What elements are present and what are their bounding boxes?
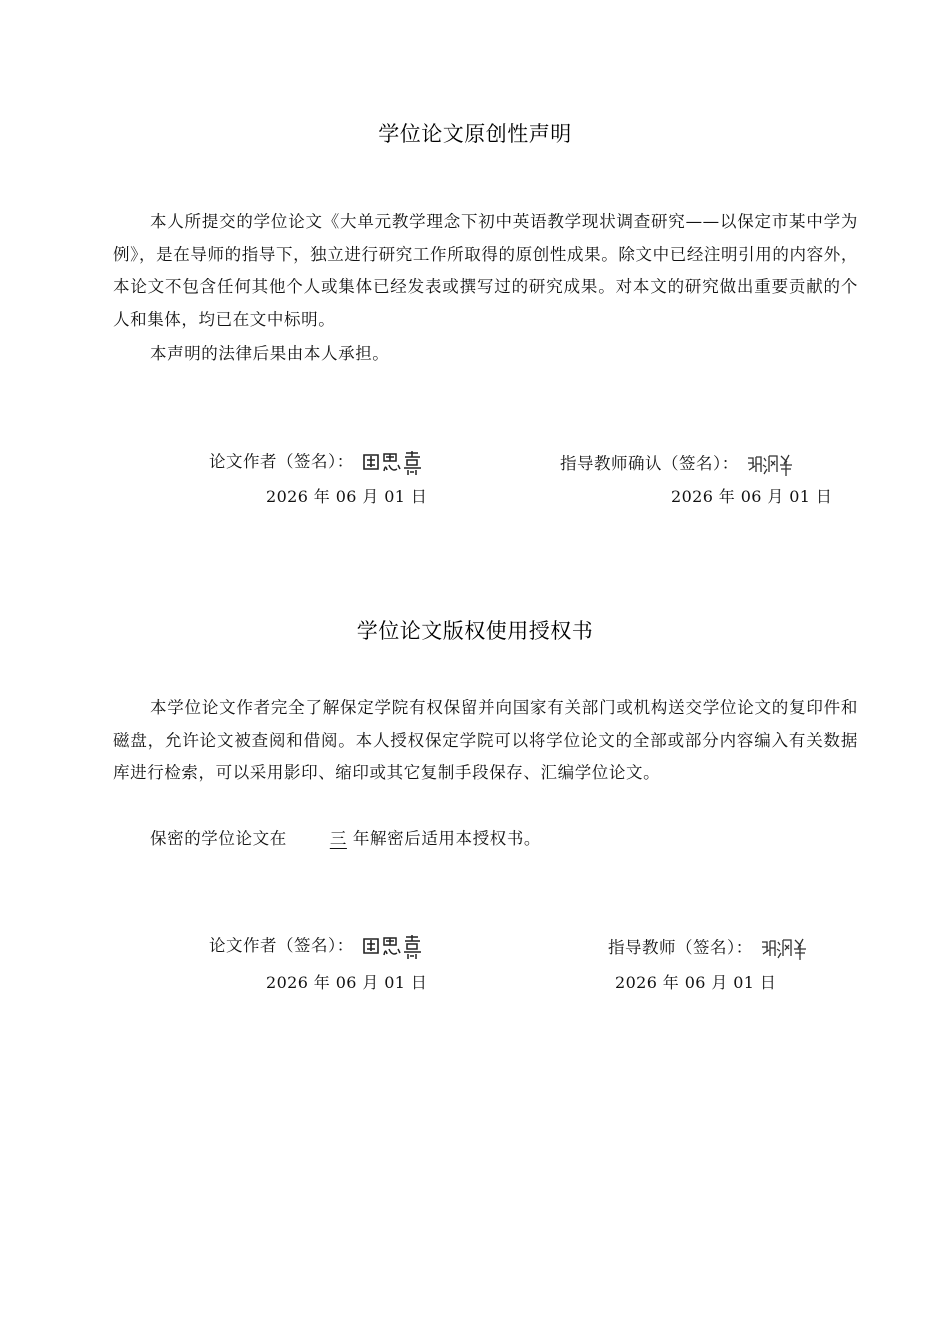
copyright-paragraph-2 xyxy=(113,823,858,856)
copyright-advisor-signature-line xyxy=(608,934,809,962)
advisor-handwritten-signature xyxy=(745,452,795,478)
originality-advisor-signature-line xyxy=(560,450,795,478)
originality-title: 学位论文原创性声明 xyxy=(378,122,572,146)
confidential-prefix: 保密的学位论文在 xyxy=(150,829,287,848)
copyright-advisor-date: 2026 年 06 月 01 日 xyxy=(615,973,777,992)
originality-paragraph-1: 本人所提交的学位论文《大单元教学理念下初中英语教学现状调查研究——以保定市某中学为例》，是在导师的指导下，独立进行研究工作所取得的原创性成果。除文中已经注明引用的内容外，本论文不包含任何其他个人或集体已经发表或撰写过的研究成果。对本文的研究做出重要贡献的个人和集体，均已在文中标明。 xyxy=(113,212,858,329)
originality-paragraph-2: 本声明的法律后果由本人承担。 xyxy=(150,344,390,363)
advisor-handwritten-signature-2 xyxy=(759,936,809,962)
originality-advisor-date: 2026 年 06 月 01 日 xyxy=(671,487,833,506)
advisor-signature-label: 指导教师（签名）： xyxy=(608,938,753,957)
originality-author-date: 2026 年 06 月 01 日 xyxy=(266,487,428,506)
advisor-confirm-signature-label: 指导教师确认（签名）： xyxy=(560,454,739,473)
copyright-paragraph-1: 本学位论文作者完全了解保定学院有权保留并向国家有关部门或机构送交学位论文的复印件和磁盘，允许论文被查阅和借阅。本人授权保定学院可以将学位论文的全部或部分内容编入有关数据库进行检索，可以采用影印、缩印或其它复制手段保存、汇编学位论文。 xyxy=(113,698,858,782)
copyright-author-signature-line xyxy=(209,932,430,961)
confidential-suffix: 年解密后适用本授权书。 xyxy=(352,829,542,848)
author-signature-label: 论文作者（签名）： xyxy=(209,452,354,471)
originality-author-signature-line xyxy=(209,448,430,477)
author-signature-label-2: 论文作者（签名）： xyxy=(209,936,354,955)
copyright-author-date: 2026 年 06 月 01 日 xyxy=(266,973,428,992)
confidential-years-blank: 三 xyxy=(329,829,347,848)
author-handwritten-signature xyxy=(360,449,430,477)
copyright-title: 学位论文版权使用授权书 xyxy=(356,619,594,643)
author-handwritten-signature-2 xyxy=(360,933,430,961)
